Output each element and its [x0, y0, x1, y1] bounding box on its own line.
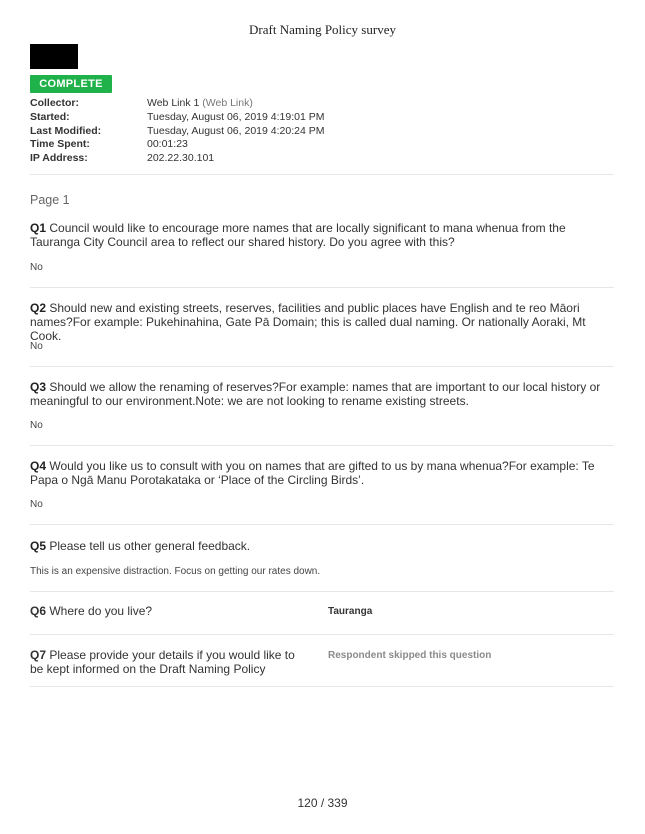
question-text: Please provide your details if you would like to be kept informed on the Draft Naming Policy — [30, 648, 295, 676]
question-q2 — [30, 301, 614, 343]
question-q6 — [30, 604, 310, 618]
divider — [30, 686, 614, 687]
question-text: Where do you live? — [46, 604, 153, 618]
answer-q5: This is an expensive distraction. Focus on getting our rates down. — [30, 566, 321, 577]
meta-row-time-spent — [30, 138, 614, 152]
question-text: Would you like us to consult with you on names that are gifted to us by mana whenua?For example: Te Papa o Ngā Manu Porotakataka or ‘Place of the Circling Birds’. — [30, 459, 595, 487]
divider — [30, 287, 614, 288]
meta-label: Started: — [30, 110, 70, 123]
divider — [30, 366, 614, 367]
answer-q6: Tauranga — [328, 606, 373, 617]
meta-row-collector — [30, 97, 614, 111]
meta-value: Tuesday, August 06, 2019 4:20:24 PM — [147, 124, 325, 137]
meta-value: 202.22.30.101 — [147, 152, 215, 165]
meta-label: IP Address: — [30, 152, 88, 165]
question-number: Q2 — [30, 301, 47, 315]
question-text: Should new and existing streets, reserves, facilities and public places have English and te reo Māori names?For example: Pukehinahina, Gate Pā Domain; this is called dual naming. Or nationally Aoraki, Mt Cook. — [30, 301, 586, 343]
question-q3 — [30, 380, 614, 408]
question-text: Should we allow the renaming of reserves?For example: names that are important to our local history or meaningful to our environment.Note: we are not looking to rename existing streets. — [30, 380, 601, 408]
meta-label: Collector: — [30, 97, 80, 109]
divider — [30, 445, 614, 446]
question-q5 — [30, 539, 614, 553]
meta-label: Last Modified: — [30, 124, 102, 137]
response-metadata — [30, 97, 614, 166]
question-number: Q4 — [30, 459, 47, 473]
question-text: Please tell us other general feedback. — [46, 539, 251, 553]
answer-q1: No — [30, 262, 43, 273]
meta-row-started — [30, 111, 614, 125]
question-number: Q6 — [30, 604, 47, 618]
collector-name: Web Link 1 — [147, 97, 200, 109]
divider — [30, 524, 614, 525]
question-number: Q3 — [30, 380, 47, 394]
collector-type: (Web Link) — [199, 97, 253, 109]
question-number: Q1 — [30, 221, 47, 235]
answer-q2: No — [30, 341, 43, 352]
divider — [30, 174, 614, 175]
page-label: Page 1 — [30, 193, 70, 207]
divider — [30, 634, 614, 635]
answer-q3: No — [30, 420, 43, 431]
question-number: Q5 — [30, 539, 47, 553]
meta-row-last-modified — [30, 125, 614, 139]
meta-value — [147, 97, 253, 111]
meta-value: 00:01:23 — [147, 138, 188, 151]
page-number: 120 / 339 — [297, 796, 348, 810]
logo-redacted — [30, 44, 78, 69]
question-q4 — [30, 459, 614, 487]
answer-q7-skipped: Respondent skipped this question — [328, 650, 492, 661]
divider — [30, 591, 614, 592]
status-badge: COMPLETE — [30, 75, 112, 93]
meta-label: Time Spent: — [30, 138, 90, 151]
question-text: Council would like to encourage more names that are locally significant to mana whenua from the Tauranga City Council area to reflect our shared history. Do you agree with this? — [30, 221, 566, 249]
question-q1 — [30, 221, 614, 249]
answer-q4: No — [30, 499, 43, 510]
question-number: Q7 — [30, 648, 47, 662]
meta-row-ip-address — [30, 152, 614, 166]
meta-value: Tuesday, August 06, 2019 4:19:01 PM — [147, 110, 325, 123]
document-title: Draft Naming Policy survey — [249, 22, 396, 37]
question-q7 — [30, 648, 310, 676]
